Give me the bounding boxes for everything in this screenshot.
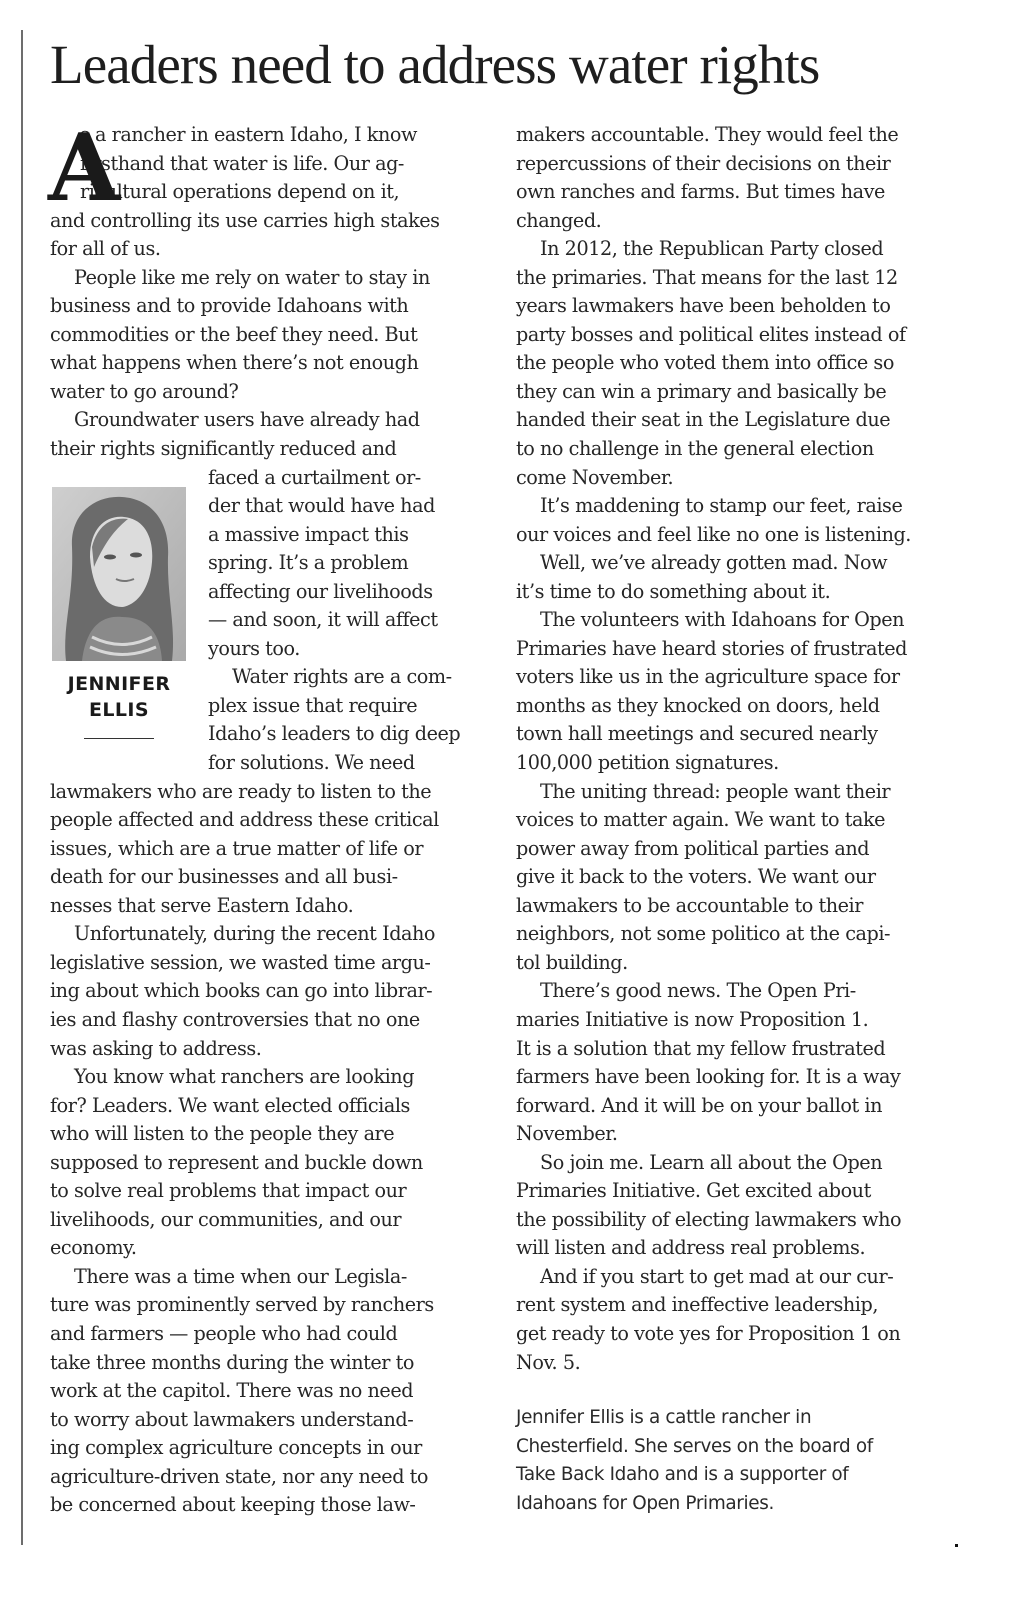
text-line: who will listen to the people they are <box>50 1122 395 1146</box>
text-line: be concerned about keeping those law- <box>50 1493 416 1517</box>
text-line: Primaries have heard stories of frustrated <box>516 636 907 660</box>
bio-line: Chesterfield. She serves on the board of <box>516 1435 873 1457</box>
text-line: ies and flashy controversies that no one <box>50 1007 420 1031</box>
text-line: it’s time to do something about it. <box>516 579 831 603</box>
text-line: tol building. <box>516 950 628 974</box>
text-line: and farmers — people who had could <box>50 1321 398 1345</box>
text-line: spring. It’s a problem <box>208 551 409 575</box>
text-line: economy. <box>50 1236 137 1260</box>
text-line: water to go around? <box>50 379 239 403</box>
right-column <box>516 121 966 1377</box>
author-bio <box>516 1404 956 1518</box>
drop-cap: A <box>48 113 121 222</box>
text-line: to no challenge in the general election <box>516 437 874 461</box>
text-line: So join me. Learn all about the Open <box>540 1150 883 1174</box>
text-line: It’s maddening to stamp our feet, raise <box>540 494 903 518</box>
author-portrait-image <box>52 487 186 661</box>
headline: Leaders need to address water rights <box>50 34 820 95</box>
text-line: a massive impact this <box>208 522 409 546</box>
text-line: for solutions. We need <box>208 751 415 775</box>
text-line: and controlling its use carries high stakes <box>50 208 440 232</box>
text-line: There’s good news. The Open Pri- <box>540 979 856 1003</box>
text-line: rent system and ineffective leadership, <box>516 1293 878 1317</box>
text-line: November. <box>516 1122 618 1146</box>
text-line: forward. And it will be on your ballot in <box>516 1093 882 1117</box>
text-line: faced a curtailment or- <box>208 465 421 489</box>
text-line: the people who voted them into office so <box>516 351 894 375</box>
text-line: supposed to represent and buckle down <box>50 1150 423 1174</box>
text-line: farmers have been looking for. It is a way <box>516 1065 901 1089</box>
text-line: Unfortunately, during the recent Idaho <box>74 922 436 946</box>
text-line: makers accountable. They would feel the <box>516 123 899 146</box>
bio-line: Idahoans for Open Primaries. <box>516 1492 774 1514</box>
text-line: what happens when there’s not enough <box>50 351 419 375</box>
text-line: maries Initiative is now Proposition 1. <box>516 1007 869 1031</box>
text-line: repercussions of their decisions on their <box>516 151 891 175</box>
author-name-first: JENNIFER <box>67 673 171 695</box>
text-line: was asking to address. <box>50 1036 262 1060</box>
text-line: There was a time when our Legisla- <box>74 1264 407 1288</box>
text-line: — and soon, it will affect <box>208 608 438 632</box>
text-line: own ranches and farms. But times have <box>516 180 885 204</box>
text-line: to worry about lawmakers understand- <box>50 1407 414 1431</box>
text-line: ing about which books can go into librar- <box>50 979 433 1003</box>
text-line: Groundwater users have already had <box>74 408 420 432</box>
text-line: ing complex agriculture concepts in our <box>50 1436 422 1460</box>
text-line: neighbors, not some politico at the capi- <box>516 922 891 946</box>
text-line: livelihoods, our communities, and our <box>50 1207 402 1231</box>
text-line: People like me rely on water to stay in <box>74 265 430 289</box>
text-line: they can win a primary and basically be <box>516 379 887 403</box>
text-line: voices to matter again. We want to take <box>516 808 886 832</box>
text-line: to solve real problems that impact our <box>50 1179 407 1203</box>
text-line: Well, we’ve already gotten mad. Now <box>540 551 888 575</box>
text-line: the primaries. That means for the last 12 <box>516 265 898 289</box>
text-line: business and to provide Idahoans with <box>50 294 409 318</box>
text-line: the possibility of electing lawmakers who <box>516 1207 902 1231</box>
author-name-divider <box>84 738 154 739</box>
column-rule <box>21 30 23 1545</box>
text-line: Primaries Initiative. Get excited about <box>516 1179 871 1203</box>
text-line: handed their seat in the Legislature due <box>516 408 891 432</box>
text-line: take three months during the winter to <box>50 1350 415 1374</box>
left-column <box>48 113 498 1520</box>
bio-line: Jennifer Ellis is a cattle rancher in <box>516 1407 812 1428</box>
text-line: months as they knocked on doors, held <box>516 693 880 717</box>
text-line: our voices and feel like no one is listening. <box>516 522 911 546</box>
text-line: for? Leaders. We want elected officials <box>50 1093 410 1117</box>
text-line: Nov. 5. <box>516 1350 581 1374</box>
text-line: people affected and address these critical <box>50 808 439 832</box>
text-line: issues, which are a true matter of life or <box>50 836 424 860</box>
text-line: legislative session, we wasted time argu- <box>50 950 431 974</box>
text-line: Water rights are a com- <box>232 665 452 689</box>
text-line: town hall meetings and secured nearly <box>516 722 878 746</box>
text-line: In 2012, the Republican Party closed <box>540 237 884 261</box>
text-line: lawmakers to be accountable to their <box>516 893 863 917</box>
text-line: der that would have had <box>208 494 435 518</box>
author-photo <box>52 487 186 661</box>
text-line: come November. <box>516 465 674 489</box>
text-line: You know what ranchers are looking <box>74 1065 415 1089</box>
text-line: affecting our livelihoods <box>208 579 433 603</box>
text-line: Idaho’s leaders to dig deep <box>208 722 461 746</box>
text-line: 100,000 petition signatures. <box>516 751 779 775</box>
text-line: plex issue that require <box>208 693 418 717</box>
text-line: The uniting thread: people want their <box>540 779 891 803</box>
text-line: for all of us. <box>50 237 161 261</box>
bio-line: Take Back Idaho and is a supporter of <box>516 1464 849 1486</box>
text-line: changed. <box>516 208 602 232</box>
end-mark <box>955 1544 958 1547</box>
text-line: work at the capitol. There was no need <box>50 1379 414 1403</box>
text-line: nesses that serve Eastern Idaho. <box>50 893 354 917</box>
text-line: lawmakers who are ready to listen to the <box>50 779 432 803</box>
text-line: voters like us in the agriculture space for <box>516 665 900 689</box>
text-line: s a rancher in eastern Idaho, I know <box>80 123 417 146</box>
author-name-last: ELLIS <box>89 699 149 721</box>
text-line: their rights significantly reduced and <box>50 437 397 461</box>
text-line: agriculture-driven state, nor any need to <box>50 1464 429 1488</box>
text-line: firsthand that water is life. Our ag- <box>80 151 404 175</box>
text-line: will listen and address real problems. <box>516 1236 866 1260</box>
text-line: get ready to vote yes for Proposition 1 on <box>516 1321 901 1345</box>
text-line: commodities or the beef they need. But <box>50 322 418 346</box>
text-line: ricultural operations depend on it, <box>80 180 400 204</box>
text-line: years lawmakers have been beholden to <box>516 294 891 318</box>
text-line: It is a solution that my fellow frustrated <box>516 1036 886 1060</box>
text-line: party bosses and political elites instead of <box>516 322 906 346</box>
text-line: yours too. <box>208 636 300 660</box>
text-line: And if you start to get mad at our cur- <box>540 1264 894 1288</box>
text-line: ture was prominently served by ranchers <box>50 1293 434 1317</box>
text-line: The volunteers with Idahoans for Open <box>540 608 905 632</box>
text-line: death for our businesses and all busi- <box>50 865 398 889</box>
text-line: give it back to the voters. We want our <box>516 865 876 889</box>
text-line: power away from political parties and <box>516 836 870 860</box>
